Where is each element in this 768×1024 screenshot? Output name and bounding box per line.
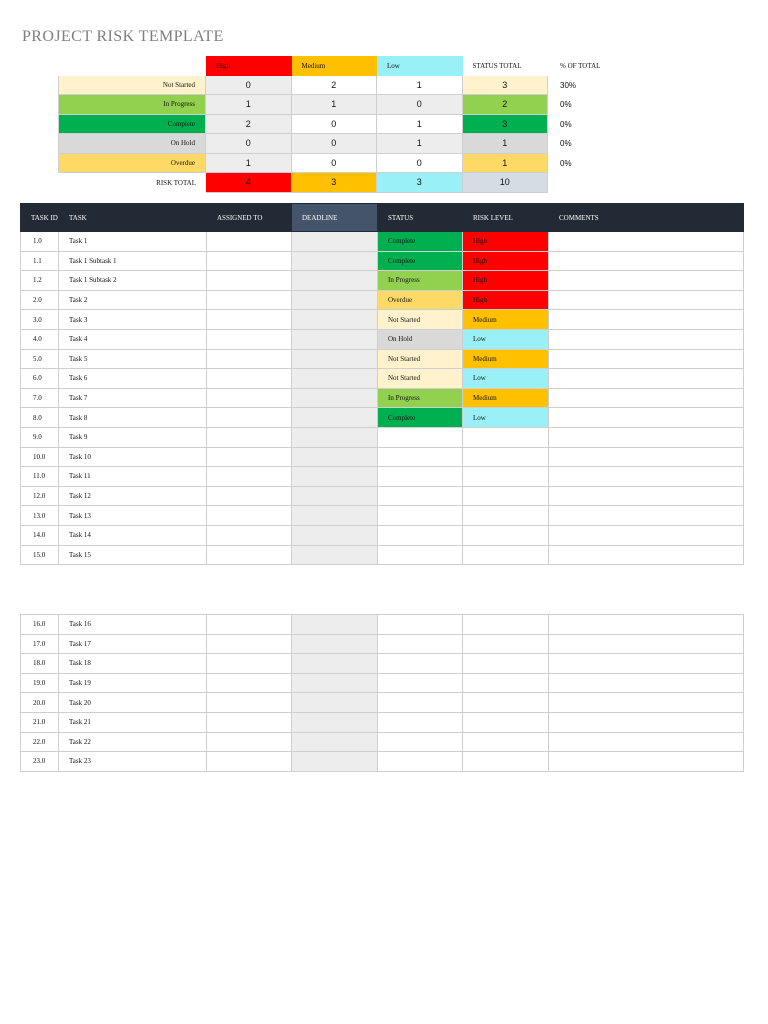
task-id-cell: 11.0 [21, 467, 59, 487]
deadline-cell[interactable] [292, 447, 378, 467]
assigned-to-cell[interactable] [207, 525, 292, 545]
task-table-header [21, 204, 744, 232]
status-cell[interactable] [378, 732, 463, 752]
summary-header-pct: % OF TOTAL [560, 61, 601, 70]
task-table [20, 203, 744, 565]
table-row [21, 388, 744, 408]
status-cell[interactable]: In Progress [378, 271, 463, 291]
deadline-cell[interactable] [292, 732, 378, 752]
summary-row [58, 134, 608, 154]
deadline-cell[interactable] [292, 310, 378, 330]
deadline-cell[interactable] [292, 654, 378, 674]
table-row [21, 271, 744, 291]
deadline-cell[interactable] [292, 251, 378, 271]
deadline-cell[interactable] [292, 388, 378, 408]
table-row [21, 447, 744, 467]
risk-level-cell[interactable]: Low [463, 369, 549, 389]
comments-cell[interactable] [549, 752, 744, 772]
risk-level-cell[interactable] [463, 545, 549, 565]
deadline-cell[interactable] [292, 545, 378, 565]
task-id-cell: 20.0 [21, 693, 59, 713]
page-title: PROJECT RISK TEMPLATE [22, 28, 224, 45]
table-row [21, 251, 744, 271]
assigned-to-cell[interactable] [207, 506, 292, 526]
comments-cell[interactable] [549, 271, 744, 291]
summary-high-count: 0 [206, 134, 292, 154]
comments-cell[interactable] [549, 329, 744, 349]
assigned-to-cell[interactable] [207, 232, 292, 252]
task-name-cell: Task 5 [59, 349, 207, 369]
task-name-cell: Task 16 [59, 615, 207, 635]
table-row [21, 654, 744, 674]
table-row [21, 634, 744, 654]
status-cell[interactable]: Complete [378, 232, 463, 252]
task-name-cell: Task 17 [59, 634, 207, 654]
summary-high-count: 1 [206, 95, 292, 115]
header-task-id: TASK ID [21, 204, 59, 232]
assigned-to-cell[interactable] [207, 310, 292, 330]
task-name-cell: Task 21 [59, 712, 207, 732]
summary-status-total: 3 [463, 76, 549, 96]
deadline-cell[interactable] [292, 634, 378, 654]
comments-cell[interactable] [549, 290, 744, 310]
task-name-cell: Task 10 [59, 447, 207, 467]
summary-low-count: 0 [377, 154, 463, 174]
task-id-cell: 1.2 [21, 271, 59, 291]
summary-header-high: High [206, 56, 292, 76]
status-cell[interactable] [378, 615, 463, 635]
summary-status-label: Complete [58, 115, 206, 135]
summary-header-low: Low [377, 56, 463, 76]
summary-pct: 0% [560, 139, 572, 149]
assigned-to-cell[interactable] [207, 447, 292, 467]
table-row [21, 349, 744, 369]
deadline-cell[interactable] [292, 349, 378, 369]
deadline-cell[interactable] [292, 290, 378, 310]
risk-level-cell[interactable] [463, 486, 549, 506]
task-name-cell: Task 20 [59, 693, 207, 713]
table-row [21, 712, 744, 732]
risk-level-cell[interactable]: Low [463, 408, 549, 428]
summary-low-count: 1 [377, 134, 463, 154]
comments-cell[interactable] [549, 408, 744, 428]
status-cell[interactable]: On Hold [378, 329, 463, 349]
summary-medium-count: 1 [292, 95, 378, 115]
table-row [21, 615, 744, 635]
comments-cell[interactable] [549, 486, 744, 506]
assigned-to-cell[interactable] [207, 467, 292, 487]
summary-row [58, 115, 608, 135]
status-cell[interactable]: Not Started [378, 369, 463, 389]
comments-cell[interactable] [549, 349, 744, 369]
status-cell[interactable] [378, 673, 463, 693]
status-cell[interactable]: Not Started [378, 310, 463, 330]
risk-level-cell[interactable]: Medium [463, 310, 549, 330]
assigned-to-cell[interactable] [207, 271, 292, 291]
summary-high-count: 0 [206, 76, 292, 96]
deadline-cell[interactable] [292, 673, 378, 693]
task-id-cell: 1.0 [21, 232, 59, 252]
table-row [21, 525, 744, 545]
assigned-to-cell[interactable] [207, 427, 292, 447]
deadline-cell[interactable] [292, 232, 378, 252]
comments-cell[interactable] [549, 310, 744, 330]
summary-status-total: 1 [463, 154, 549, 174]
summary-high-count: 1 [206, 154, 292, 174]
risk-total-low: 3 [377, 173, 463, 193]
task-id-cell: 19.0 [21, 673, 59, 693]
summary-status-total: 1 [463, 134, 549, 154]
task-id-cell: 8.0 [21, 408, 59, 428]
task-name-cell: Task 12 [59, 486, 207, 506]
comments-cell[interactable] [549, 545, 744, 565]
assigned-to-cell[interactable] [207, 329, 292, 349]
task-id-cell: 17.0 [21, 634, 59, 654]
comments-cell[interactable] [549, 388, 744, 408]
status-cell[interactable] [378, 545, 463, 565]
task-id-cell: 18.0 [21, 654, 59, 674]
assigned-to-cell[interactable] [207, 693, 292, 713]
comments-cell[interactable] [549, 232, 744, 252]
task-name-cell: Task 18 [59, 654, 207, 674]
summary-row [58, 154, 608, 174]
risk-level-cell[interactable]: Low [463, 329, 549, 349]
deadline-cell[interactable] [292, 615, 378, 635]
table-row [21, 732, 744, 752]
table-row [21, 329, 744, 349]
summary-status-total: 3 [463, 115, 549, 135]
task-id-cell: 15.0 [21, 545, 59, 565]
header-comments: COMMENTS [549, 204, 744, 232]
table-row [21, 408, 744, 428]
status-cell[interactable] [378, 525, 463, 545]
risk-level-cell[interactable] [463, 634, 549, 654]
risk-level-cell[interactable]: High [463, 232, 549, 252]
task-id-cell: 6.0 [21, 369, 59, 389]
comments-cell[interactable] [549, 693, 744, 713]
header-task: TASK [59, 204, 207, 232]
assigned-to-cell[interactable] [207, 752, 292, 772]
deadline-cell[interactable] [292, 752, 378, 772]
status-cell[interactable] [378, 447, 463, 467]
comments-cell[interactable] [549, 712, 744, 732]
task-name-cell: Task 19 [59, 673, 207, 693]
risk-level-cell[interactable] [463, 732, 549, 752]
assigned-to-cell[interactable] [207, 388, 292, 408]
summary-pct: 30% [560, 80, 577, 90]
status-cell[interactable] [378, 712, 463, 732]
risk-total-grand: 10 [463, 173, 549, 193]
summary-status-label: On Hold [58, 134, 206, 154]
deadline-cell[interactable] [292, 506, 378, 526]
status-cell[interactable]: Overdue [378, 290, 463, 310]
status-cell[interactable] [378, 427, 463, 447]
task-id-cell: 22.0 [21, 732, 59, 752]
assigned-to-cell[interactable] [207, 712, 292, 732]
deadline-cell[interactable] [292, 525, 378, 545]
table-row [21, 673, 744, 693]
risk-level-cell[interactable] [463, 615, 549, 635]
task-id-cell: 23.0 [21, 752, 59, 772]
summary-low-count: 0 [377, 95, 463, 115]
task-name-cell: Task 8 [59, 408, 207, 428]
summary-corner [58, 56, 206, 76]
task-id-cell: 5.0 [21, 349, 59, 369]
task-name-cell: Task 1 Subtask 1 [59, 251, 207, 271]
assigned-to-cell[interactable] [207, 615, 292, 635]
risk-level-cell[interactable] [463, 693, 549, 713]
status-cell[interactable] [378, 506, 463, 526]
summary-status-label: In Progress [58, 95, 206, 115]
status-cell[interactable] [378, 693, 463, 713]
summary-low-count: 1 [377, 115, 463, 135]
summary-header-medium: Medium [292, 56, 378, 76]
task-name-cell: Task 2 [59, 290, 207, 310]
task-name-cell: Task 6 [59, 369, 207, 389]
deadline-cell[interactable] [292, 486, 378, 506]
table-row [21, 693, 744, 713]
assigned-to-cell[interactable] [207, 654, 292, 674]
table-row [21, 545, 744, 565]
deadline-cell[interactable] [292, 408, 378, 428]
risk-level-cell[interactable] [463, 673, 549, 693]
task-id-cell: 3.0 [21, 310, 59, 330]
status-cell[interactable] [378, 634, 463, 654]
risk-summary [58, 56, 608, 193]
deadline-cell[interactable] [292, 693, 378, 713]
table-row [21, 467, 744, 487]
task-table-continued [20, 614, 744, 772]
task-id-cell: 13.0 [21, 506, 59, 526]
task-id-cell: 7.0 [21, 388, 59, 408]
task-name-cell: Task 14 [59, 525, 207, 545]
task-name-cell: Task 9 [59, 427, 207, 447]
table-row [21, 427, 744, 447]
header-assigned-to: ASSIGNED TO [207, 204, 292, 232]
status-cell[interactable]: Complete [378, 408, 463, 428]
task-id-cell: 12.0 [21, 486, 59, 506]
deadline-cell[interactable] [292, 467, 378, 487]
assigned-to-cell[interactable] [207, 732, 292, 752]
summary-status-label: Overdue [58, 154, 206, 174]
deadline-cell[interactable] [292, 712, 378, 732]
comments-cell[interactable] [549, 732, 744, 752]
table-row [21, 752, 744, 772]
risk-total-medium: 3 [292, 173, 378, 193]
summary-medium-count: 2 [292, 76, 378, 96]
deadline-cell[interactable] [292, 271, 378, 291]
summary-medium-count: 0 [292, 134, 378, 154]
task-name-cell: Task 23 [59, 752, 207, 772]
summary-header-status-total: STATUS TOTAL [472, 61, 522, 70]
assigned-to-cell[interactable] [207, 673, 292, 693]
deadline-cell[interactable] [292, 427, 378, 447]
comments-cell[interactable] [549, 615, 744, 635]
task-name-cell: Task 4 [59, 329, 207, 349]
table-row [21, 369, 744, 389]
assigned-to-cell[interactable] [207, 290, 292, 310]
deadline-cell[interactable] [292, 329, 378, 349]
comments-cell[interactable] [549, 427, 744, 447]
comments-cell[interactable] [549, 634, 744, 654]
table-row [21, 310, 744, 330]
summary-high-count: 2 [206, 115, 292, 135]
assigned-to-cell[interactable] [207, 369, 292, 389]
risk-level-cell[interactable] [463, 712, 549, 732]
risk-level-cell[interactable]: Medium [463, 349, 549, 369]
status-cell[interactable]: Not Started [378, 349, 463, 369]
assigned-to-cell[interactable] [207, 251, 292, 271]
status-cell[interactable] [378, 486, 463, 506]
table-row [21, 290, 744, 310]
task-id-cell: 14.0 [21, 525, 59, 545]
assigned-to-cell[interactable] [207, 545, 292, 565]
risk-level-cell[interactable]: High [463, 271, 549, 291]
risk-total-label: RISK TOTAL [156, 178, 196, 187]
comments-cell[interactable] [549, 251, 744, 271]
summary-row [58, 95, 608, 115]
task-id-cell: 4.0 [21, 329, 59, 349]
deadline-cell[interactable] [292, 369, 378, 389]
task-name-cell: Task 11 [59, 467, 207, 487]
summary-pct: 0% [560, 100, 572, 110]
risk-level-cell[interactable] [463, 427, 549, 447]
task-name-cell: Task 13 [59, 506, 207, 526]
task-name-cell: Task 3 [59, 310, 207, 330]
comments-cell[interactable] [549, 467, 744, 487]
task-name-cell: Task 22 [59, 732, 207, 752]
summary-medium-count: 0 [292, 115, 378, 135]
comments-cell[interactable] [549, 654, 744, 674]
comments-cell[interactable] [549, 525, 744, 545]
header-risk-level: RISK LEVEL [463, 204, 549, 232]
summary-status-total: 2 [463, 95, 549, 115]
risk-level-cell[interactable]: High [463, 251, 549, 271]
header-deadline: DEADLINE [292, 204, 378, 232]
status-cell[interactable]: Complete [378, 251, 463, 271]
status-cell[interactable]: In Progress [378, 388, 463, 408]
summary-pct: 0% [560, 119, 572, 129]
assigned-to-cell[interactable] [207, 349, 292, 369]
summary-medium-count: 0 [292, 154, 378, 174]
header-status: STATUS [378, 204, 463, 232]
task-id-cell: 16.0 [21, 615, 59, 635]
risk-level-cell[interactable] [463, 506, 549, 526]
status-cell[interactable] [378, 654, 463, 674]
risk-level-cell[interactable] [463, 447, 549, 467]
task-id-cell: 9.0 [21, 427, 59, 447]
status-cell[interactable] [378, 467, 463, 487]
risk-level-cell[interactable] [463, 525, 549, 545]
risk-level-cell[interactable] [463, 752, 549, 772]
assigned-to-cell[interactable] [207, 634, 292, 654]
summary-header-row [58, 56, 608, 76]
task-name-cell: Task 7 [59, 388, 207, 408]
comments-cell[interactable] [549, 447, 744, 467]
summary-status-label: Not Started [58, 76, 206, 96]
task-id-cell: 21.0 [21, 712, 59, 732]
assigned-to-cell[interactable] [207, 408, 292, 428]
summary-risk-total-row [58, 173, 608, 193]
risk-level-cell[interactable] [463, 654, 549, 674]
risk-level-cell[interactable] [463, 467, 549, 487]
risk-level-cell[interactable]: High [463, 290, 549, 310]
task-id-cell: 1.1 [21, 251, 59, 271]
task-name-cell: Task 1 Subtask 2 [59, 271, 207, 291]
task-id-cell: 10.0 [21, 447, 59, 467]
comments-cell[interactable] [549, 506, 744, 526]
risk-level-cell[interactable]: Medium [463, 388, 549, 408]
assigned-to-cell[interactable] [207, 486, 292, 506]
summary-row [58, 76, 608, 96]
summary-pct: 0% [560, 158, 572, 168]
table-row [21, 506, 744, 526]
task-id-cell: 2.0 [21, 290, 59, 310]
comments-cell[interactable] [549, 369, 744, 389]
task-name-cell: Task 1 [59, 232, 207, 252]
comments-cell[interactable] [549, 673, 744, 693]
task-name-cell: Task 15 [59, 545, 207, 565]
table-row [21, 486, 744, 506]
risk-total-high: 4 [206, 173, 292, 193]
status-cell[interactable] [378, 752, 463, 772]
table-row [21, 232, 744, 252]
summary-low-count: 1 [377, 76, 463, 96]
